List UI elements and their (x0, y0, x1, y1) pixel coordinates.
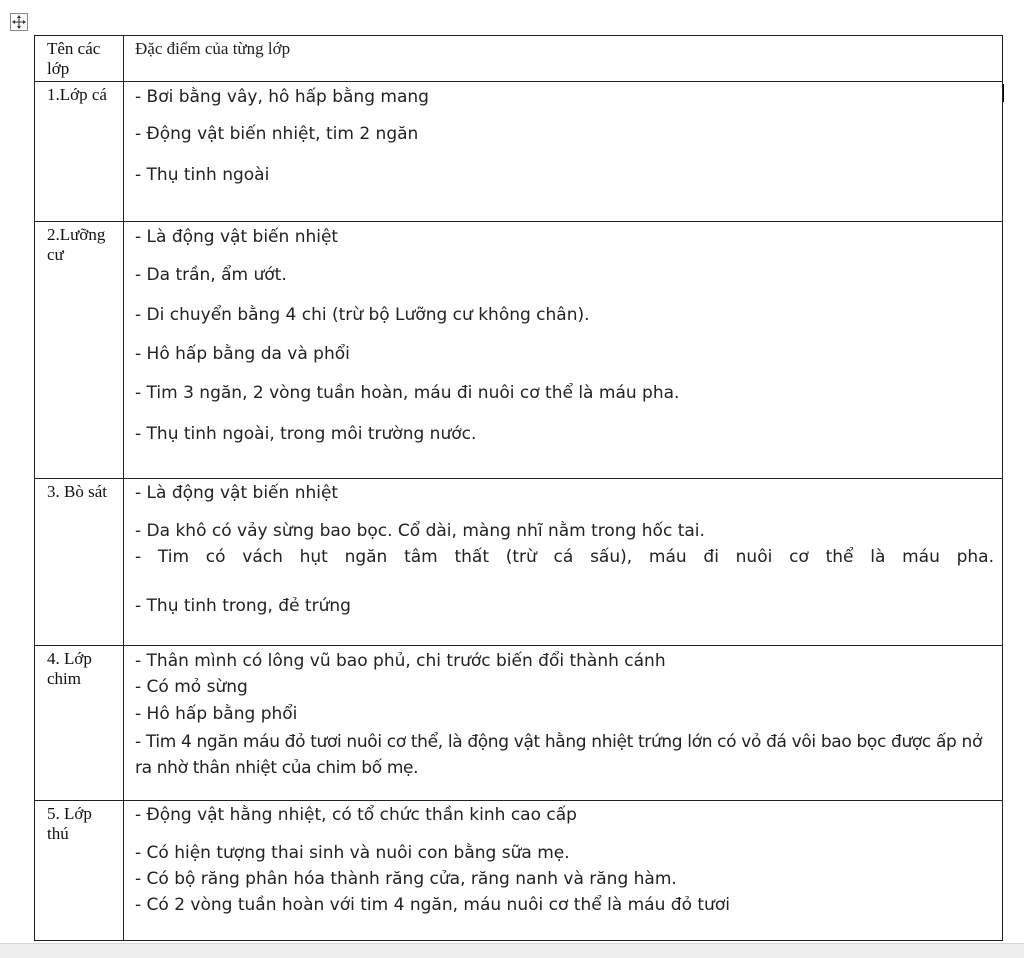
list-item: - Thân mình có lông vũ bao phủ, chi trước biến đổi thành cánh (135, 651, 666, 671)
list-item: - Bơi bằng vây, hô hấp bằng mang (135, 87, 429, 107)
list-item: - Động vật biến nhiệt, tim 2 ngăn (135, 124, 419, 144)
class-description-cell (124, 479, 1003, 646)
list-item: - Di chuyển bằng 4 chi (trừ bộ Lưỡng cư không chân). (135, 305, 590, 325)
class-name-cell: 3. Bò sát (35, 479, 124, 646)
text-cursor (1003, 84, 1004, 102)
table-row (35, 82, 1003, 222)
class-description-cell (124, 82, 1003, 222)
list-item: - Hô hấp bằng phổi (135, 704, 298, 724)
table-row (35, 222, 1003, 479)
list-item: - Động vật hằng nhiệt, có tổ chức thần kinh cao cấp (135, 805, 577, 825)
list-item: - Có bộ răng phân hóa thành răng cửa, răng nanh và răng hàm. (135, 869, 677, 889)
class-description-cell (124, 646, 1003, 801)
list-item: - Tim 3 ngăn, 2 vòng tuần hoàn, máu đi nuôi cơ thể là máu pha. (135, 383, 680, 403)
class-description-cell (124, 222, 1003, 479)
list-item: - Thụ tinh ngoài, trong môi trường nước. (135, 424, 477, 444)
class-name-cell: 4. Lớp chim (35, 646, 124, 801)
list-item: - Thụ tinh ngoài (135, 165, 270, 185)
vertebrate-classes-table (34, 35, 1003, 941)
list-item: - Có hiện tượng thai sinh và nuôi con bằng sữa mẹ. (135, 843, 570, 863)
list-item: - Là động vật biến nhiệt (135, 227, 339, 247)
document-table-container (34, 35, 1003, 941)
list-item: - Có mỏ sừng (135, 677, 248, 697)
bottom-scroll-area[interactable] (0, 943, 1024, 958)
list-item: - Tim có vách hụt ngăn tâm thất (trừ cá sấu), máu đi nuôi cơ thể là máu pha. (135, 547, 994, 567)
list-item: - Da khô có vảy sừng bao bọc. Cổ dài, màng nhĩ nằm trong hốc tai. (135, 521, 705, 541)
list-item: - Tim 4 ngăn máu đỏ tươi nuôi cơ thể, là động vật hằng nhiệt trứng lớn có vỏ đá vôi bao bọc được ấp nở ra nhờ thân nhiệt của chim bố mẹ. (135, 732, 983, 778)
header-characteristics: Đặc điểm của từng lớp (124, 36, 1003, 82)
list-item: - Hô hấp bằng da và phổi (135, 344, 350, 364)
class-name-cell: 2.Lưỡng cư (35, 222, 124, 479)
list-item: - Là động vật biến nhiệt (135, 483, 339, 503)
class-name-cell: 1.Lớp cá (35, 82, 124, 222)
table-header-row (35, 36, 1003, 82)
table-move-handle-icon[interactable] (10, 13, 28, 31)
table-row (35, 646, 1003, 801)
list-item: - Thụ tinh trong, đẻ trứng (135, 596, 351, 616)
list-item: - Có 2 vòng tuần hoàn với tim 4 ngăn, máu nuôi cơ thể là máu đỏ tươi (135, 895, 730, 915)
class-name-cell: 5. Lớp thú (35, 801, 124, 941)
header-class-name: Tên các lớp (35, 36, 124, 82)
table-row (35, 801, 1003, 941)
class-description-cell (124, 801, 1003, 941)
table-row (35, 479, 1003, 646)
list-item: - Da trần, ẩm ướt. (135, 265, 287, 285)
